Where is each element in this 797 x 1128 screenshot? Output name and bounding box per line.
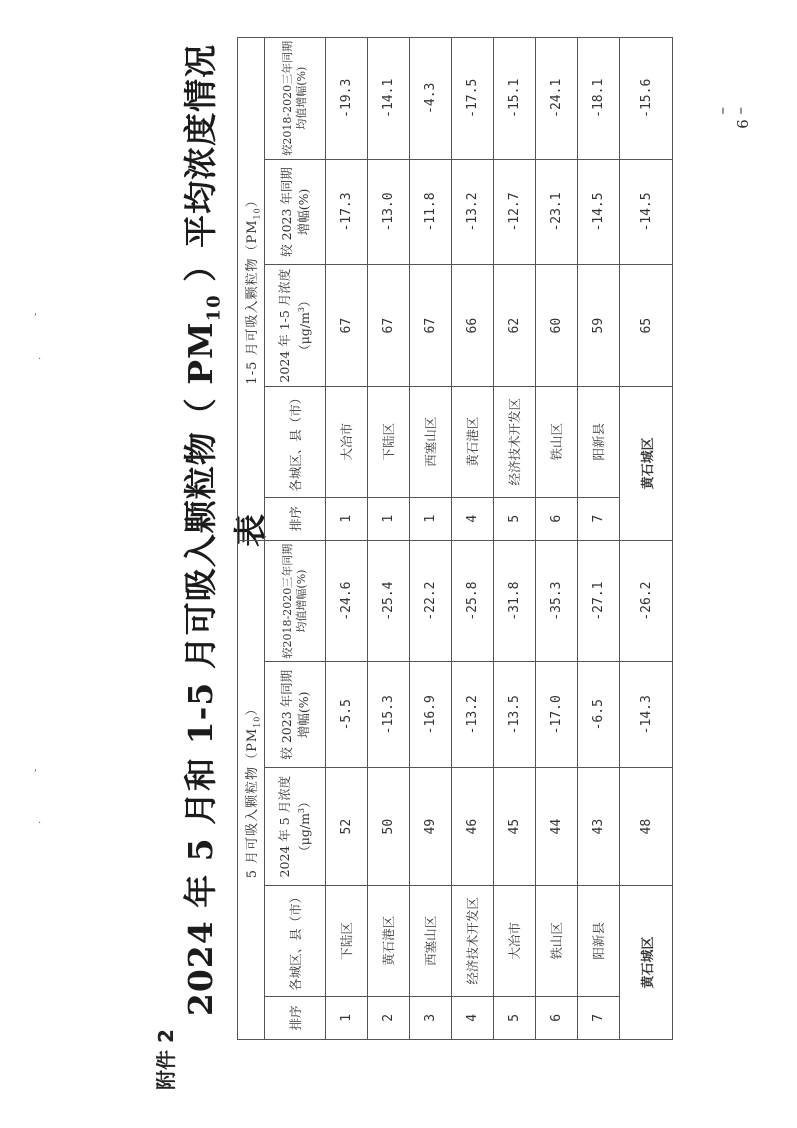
rank-cell: 4 bbox=[452, 497, 494, 540]
rank-cell: 1 bbox=[410, 497, 452, 540]
total-row bbox=[620, 38, 673, 1040]
scan-mark: ‘ bbox=[34, 312, 38, 323]
table-row bbox=[410, 38, 452, 1040]
header-concentration: 2024 年 1-5 月浓度$(\mu g/m^3)$ bbox=[265, 265, 326, 386]
header-concentration: 2024 年 5 月浓度$(\mu g/m^3)$ bbox=[265, 768, 326, 886]
rank-cell: 2 bbox=[368, 996, 410, 1039]
scan-mark: · bbox=[38, 818, 42, 829]
table-row bbox=[368, 38, 410, 1040]
concentration-cell: 49 bbox=[410, 768, 452, 886]
yoy-cell: -17.3 bbox=[326, 159, 368, 265]
table-row bbox=[452, 38, 494, 1040]
concentration-cell: 48 bbox=[620, 768, 673, 886]
header-district: 各城区、县（市） bbox=[265, 386, 326, 497]
district-cell: 西塞山区 bbox=[410, 386, 452, 497]
three-year-cell: -15.6 bbox=[620, 38, 673, 160]
district-cell: 大冶市 bbox=[326, 386, 368, 497]
yoy-cell: -11.8 bbox=[410, 159, 452, 265]
yoy-cell: -12.7 bbox=[494, 159, 536, 265]
jan-may-group-title: 1-5 月可吸入颗粒物$(PM_{10})$ bbox=[238, 38, 265, 541]
header-rank: 排序 bbox=[265, 497, 326, 540]
total-label: 黄石城区 bbox=[620, 886, 673, 1040]
three-year-cell: -15.1 bbox=[494, 38, 536, 160]
scan-mark: ‘ bbox=[34, 768, 38, 779]
rank-cell: 4 bbox=[452, 996, 494, 1039]
yoy-cell: -6.5 bbox=[578, 662, 620, 768]
table-row bbox=[536, 38, 578, 1040]
table-row bbox=[494, 38, 536, 1040]
three-year-cell: -14.1 bbox=[368, 38, 410, 160]
rank-cell: 1 bbox=[368, 497, 410, 540]
header-three-year: 较2018-2020三年同期均值增幅(%) bbox=[265, 38, 326, 160]
yoy-cell: -13.5 bbox=[494, 662, 536, 768]
yoy-cell: -13.0 bbox=[368, 159, 410, 265]
three-year-cell: -35.3 bbox=[536, 540, 578, 662]
district-cell: 下陆区 bbox=[368, 386, 410, 497]
header-rank: 排序 bbox=[265, 996, 326, 1039]
rotated-document bbox=[60, 0, 760, 1090]
three-year-cell: -25.4 bbox=[368, 540, 410, 662]
district-cell: 阳新县 bbox=[578, 886, 620, 997]
three-year-cell: -22.2 bbox=[410, 540, 452, 662]
district-cell: 铁山区 bbox=[536, 386, 578, 497]
district-cell: 阳新县 bbox=[578, 386, 620, 497]
yoy-cell: -15.3 bbox=[368, 662, 410, 768]
rank-cell: 5 bbox=[494, 996, 536, 1039]
rank-cell: 7 bbox=[578, 497, 620, 540]
table-row bbox=[578, 38, 620, 1040]
three-year-cell: -4.3 bbox=[410, 38, 452, 160]
three-year-cell: -31.8 bbox=[494, 540, 536, 662]
scan-mark: · bbox=[38, 354, 42, 365]
rank-cell: 5 bbox=[494, 497, 536, 540]
concentration-cell: 43 bbox=[578, 768, 620, 886]
concentration-cell: 52 bbox=[326, 768, 368, 886]
three-year-cell: -18.1 bbox=[578, 38, 620, 160]
district-cell: 大冶市 bbox=[494, 886, 536, 997]
yoy-cell: -13.2 bbox=[452, 159, 494, 265]
rank-cell: 7 bbox=[578, 996, 620, 1039]
concentration-cell: 50 bbox=[368, 768, 410, 886]
district-cell: 铁山区 bbox=[536, 886, 578, 997]
concentration-cell: 66 bbox=[452, 265, 494, 386]
concentration-cell: 67 bbox=[410, 265, 452, 386]
header-yoy: 较 2023 年同期增幅(%) bbox=[265, 662, 326, 768]
district-cell: 黄石港区 bbox=[368, 886, 410, 997]
district-cell: 黄石港区 bbox=[452, 386, 494, 497]
rank-cell: 6 bbox=[536, 497, 578, 540]
concentration-cell: 45 bbox=[494, 768, 536, 886]
concentration-cell: 67 bbox=[326, 265, 368, 386]
rank-cell: 1 bbox=[326, 497, 368, 540]
yoy-cell: -14.5 bbox=[620, 159, 673, 265]
concentration-cell: 65 bbox=[620, 265, 673, 386]
document-title: 2024 年 5 月和 1-5 月可吸入颗粒物（ $PM_{10}$ ）平均浓度情况表 bbox=[181, 43, 270, 1017]
concentration-cell: 59 bbox=[578, 265, 620, 386]
rank-cell: 3 bbox=[410, 996, 452, 1039]
yoy-cell: -23.1 bbox=[536, 159, 578, 265]
header-three-year: 较2018-2020三年同期均值增幅(%) bbox=[265, 540, 326, 662]
attachment-label: 附件 2 bbox=[154, 1029, 178, 1090]
district-cell: 经济技术开发区 bbox=[494, 386, 536, 497]
rank-cell: 6 bbox=[536, 996, 578, 1039]
three-year-cell: -25.8 bbox=[452, 540, 494, 662]
pm10-table bbox=[237, 37, 673, 1040]
yoy-cell: -5.5 bbox=[326, 662, 368, 768]
district-cell: 西塞山区 bbox=[410, 886, 452, 997]
concentration-cell: 67 bbox=[368, 265, 410, 386]
yoy-cell: -14.3 bbox=[620, 662, 673, 768]
rank-cell: 1 bbox=[326, 996, 368, 1039]
yoy-cell: -17.0 bbox=[536, 662, 578, 768]
district-cell: 经济技术开发区 bbox=[452, 886, 494, 997]
district-cell: 下陆区 bbox=[326, 886, 368, 997]
page-number: – 9 – bbox=[715, 107, 751, 129]
three-year-cell: -24.6 bbox=[326, 540, 368, 662]
yoy-cell: -13.2 bbox=[452, 662, 494, 768]
three-year-cell: -17.5 bbox=[452, 38, 494, 160]
table-row bbox=[326, 38, 368, 1040]
three-year-cell: -19.3 bbox=[326, 38, 368, 160]
concentration-cell: 60 bbox=[536, 265, 578, 386]
three-year-cell: -26.2 bbox=[620, 540, 673, 662]
header-yoy: 较 2023 年同期增幅(%) bbox=[265, 159, 326, 265]
concentration-cell: 62 bbox=[494, 265, 536, 386]
yoy-cell: -16.9 bbox=[410, 662, 452, 768]
may-group-title: 5 月可吸入颗粒物$(PM_{10})$ bbox=[238, 540, 265, 1039]
header-district: 各城区、县（市） bbox=[265, 886, 326, 997]
three-year-cell: -24.1 bbox=[536, 38, 578, 160]
concentration-cell: 46 bbox=[452, 768, 494, 886]
three-year-cell: -27.1 bbox=[578, 540, 620, 662]
yoy-cell: -14.5 bbox=[578, 159, 620, 265]
concentration-cell: 44 bbox=[536, 768, 578, 886]
total-label: 黄石城区 bbox=[620, 386, 673, 540]
